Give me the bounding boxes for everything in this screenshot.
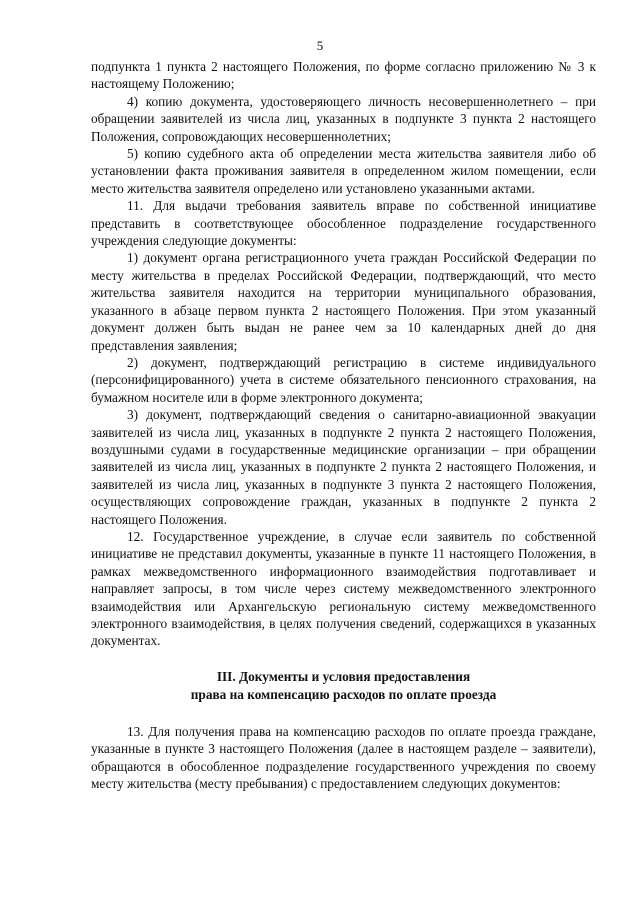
paragraph-continuation: подпункта 1 пункта 2 настоящего Положения, по форме согласно приложению № 3 к настоящему Положению; [91, 59, 596, 92]
paragraph-clause-11: 11. Для выдачи требования заявитель вправе по собственной инициативе представить в соответствующее обособленное подразделение государственного учреждения следующие документы: [91, 198, 596, 249]
section-heading-line-2: права на компенсацию расходов по оплате проезда [190, 686, 497, 702]
paragraph-clause-12: 12. Государственное учреждение, в случае если заявитель по собственной инициативе не представил документы, указанные в пункте 11 настоящего Положения, в рамках межведомственного информационного взаимодействия подготавливает и направляет запросы, в том числе через систему межведомственного электронного взаимодействия или Архангельскую региональную систему межведомственного электронного взаимодействия, в целях получения сведений, содержащихся в указанных документах. [91, 528, 596, 649]
paragraph-item-4: 4) копию документа, удостоверяющего личность несовершеннолетнего – при обращении заявителей из числа лиц, указанных в подпункте 3 пункта 2 настоящего Положения, сопровождающих несовершеннолетних; [91, 93, 596, 144]
paragraph-item-5: 5) копию судебного акта об определении места жительства заявителя либо об установлении факта проживания заявителя в определенном жилом помещении, если место жительства заявителя определено или установлено указанными актами. [91, 146, 596, 196]
page-number: 5 [316, 38, 324, 53]
section-heading [91, 668, 596, 704]
paragraph-clause-11-item-1: 1) документ органа регистрационного учета граждан Российской Федерации по месту жительства в пределах Российской Федерации, подтверждающий, что место жительства заявителя находится на территории муниципального образования, указанного в абзаце первом пункта 2 настоящего Положения. При этом указанный документ должен быть выдан не ранее чем за 10 календарных дней до дня представления заявления; [91, 250, 596, 353]
paragraph-clause-11-item-2: 2) документ, подтверждающий регистрацию в системе индивидуального (персонифицированного) учета в системе обязательного пенсионного страхования, на бумажном носителе или в форме электронного документа; [91, 354, 596, 405]
paragraph-clause-13: 13. Для получения права на компенсацию расходов по оплате проезда граждане, указанные в пункте 3 настоящего Положения (далее в настоящем разделе – заявители), обращаются в обособленное подразделение государственного учреждения по своему месту жительства (месту пребывания) с предоставлением следующих документов: [91, 723, 596, 792]
document-body [91, 58, 596, 792]
paragraph-clause-11-item-3: 3) документ, подтверждающий сведения о санитарно-авиационной эвакуации заявителей из числа лиц, указанных в подпункте 2 пункта 2 настоящего Положения, воздушными судами в государственные медицинские организации – при обращении заявителей из числа лиц, указанных в подпункте 2 пункта 2 настоящего Положения, и заявителей из числа лиц, указанных в подпункте 3 пункта 2 настоящего Положения, осуществляющих сопровождение граждан, указанных в подпункте 2 пункта 2 настоящего Положения. [91, 407, 596, 527]
section-heading-line-1: III. Документы и условия предоставления [216, 668, 471, 684]
